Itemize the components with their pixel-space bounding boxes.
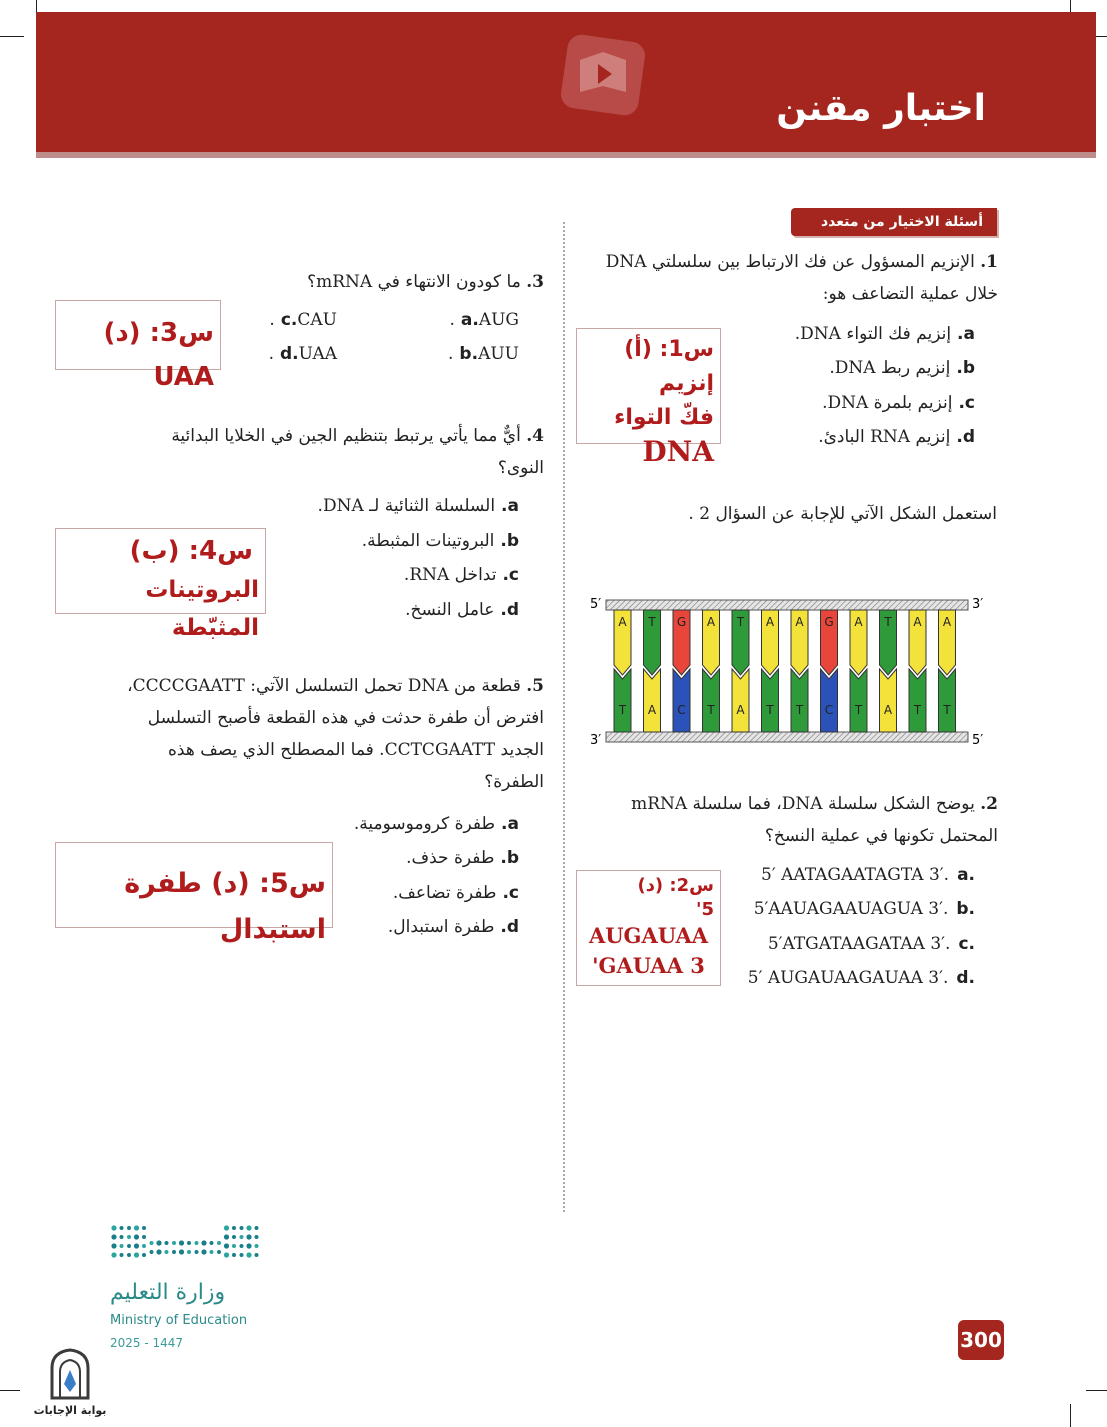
logo-dot (134, 1234, 139, 1239)
logo-dot (134, 1243, 139, 1248)
bottom-base-10 (880, 669, 897, 732)
logo-dot (172, 1250, 176, 1254)
bottom-left-label: 3′ (590, 733, 602, 748)
logo-dot (195, 1241, 199, 1245)
crop-mark (0, 1390, 20, 1391)
logo-dot (232, 1244, 236, 1248)
logo-dot (187, 1250, 191, 1254)
logo-dot (142, 1235, 146, 1239)
bottom-base-7 (791, 669, 808, 732)
logo-dot (224, 1225, 229, 1230)
q2-option-b[interactable]: 5′AAUAGAAUAGUA 3′. b. (753, 899, 975, 919)
logo-dot (165, 1241, 169, 1245)
logo-dot (232, 1235, 236, 1239)
logo-dot (232, 1226, 236, 1230)
bottom-base-label-4: T (707, 703, 715, 717)
q4-option-d[interactable]: d.عامل النسخ. (405, 600, 519, 620)
logo-dot (224, 1252, 229, 1257)
question-text: يوضح الشكل سلسلة DNA، فما سلسلة mRNA المحتمل تكونها في عملية النسخ؟ (631, 794, 998, 846)
ministry-logo-icon (108, 1220, 268, 1280)
mosque-gate-icon (48, 1348, 92, 1400)
question-text: أيٌّ مما يأتي يرتبط بتنظيم الجين في الخلايا البدائية النوى؟ (171, 426, 544, 478)
logo-dot (246, 1252, 251, 1257)
logo-dot (255, 1235, 259, 1239)
book-logo-icon (558, 30, 648, 120)
top-base-label-1: A (618, 615, 627, 629)
top-base-label-10: T (884, 615, 892, 629)
q1-option-d[interactable]: d.إنزيم RNA البادئ. (818, 427, 975, 447)
logo-dot (111, 1243, 116, 1248)
logo-dot (240, 1235, 244, 1239)
logo-dot (127, 1226, 131, 1230)
section-label: أسئلة الاختيار من متعدد (791, 208, 997, 236)
logo-dot (111, 1225, 116, 1230)
q4-option-c[interactable]: c.تداخل RNA. (403, 565, 519, 585)
bottom-base-label-7: T (795, 703, 804, 717)
bottom-base-label-11: T (913, 703, 922, 717)
logo-dot (255, 1226, 259, 1230)
logo-dot (232, 1253, 236, 1257)
logo-dot (111, 1234, 116, 1239)
logo-dot (165, 1250, 169, 1254)
dna-diagram (588, 592, 988, 752)
top-base-label-12: A (942, 615, 952, 629)
page-title: اختبار مقنن (776, 88, 986, 129)
q3-option-d[interactable]: d.UAA. (268, 344, 337, 364)
ministry-name-arabic: وزارة التعليم (110, 1280, 226, 1305)
bottom-base-11 (909, 669, 926, 732)
bottom-base-9 (850, 669, 867, 732)
logo-dot (150, 1250, 154, 1254)
logo-dot (179, 1249, 184, 1254)
bottom-base-8 (821, 669, 838, 732)
top-base-label-4: A (706, 615, 716, 629)
bottom-base-label-3: C (677, 703, 686, 717)
bottom-base-1 (614, 669, 631, 732)
bottom-base-label-9: T (854, 703, 863, 717)
question-5 (120, 670, 544, 798)
ministry-year: 2025 - 1447 (110, 1336, 184, 1350)
logo-dot (142, 1253, 146, 1257)
top-base-label-3: G (676, 615, 687, 629)
q3-answer-box: س3: (د) UAA (55, 300, 221, 370)
logo-dot (127, 1253, 131, 1257)
bottom-base-label-8: C (824, 703, 834, 717)
bottom-base-label-10: A (883, 703, 893, 717)
bottom-backbone (606, 732, 968, 742)
question-number: 5. (526, 676, 544, 696)
logo-dot (111, 1252, 116, 1257)
q4-answer-box: س4: (ب) البروتينات المثبّطة (55, 528, 266, 614)
logo-dot (156, 1240, 161, 1245)
logo-dot (179, 1240, 184, 1245)
logo-dot (224, 1243, 229, 1248)
question-number: 2. (980, 794, 998, 814)
ministry-name-english: Ministry of Education (110, 1313, 248, 1328)
logo-dot (150, 1241, 154, 1245)
bottom-base-label-6: T (766, 703, 774, 717)
question-text: قطعة من DNA تحمل التسلسل الآتي: CCCCGAATT، افترض أن طفرة حدثت في هذه القطعة فأصبح التسلسل الجديد CCTCGAATT. فما المصطلح الذي يصف هذه الطفرة؟ (127, 676, 544, 792)
logo-dot (134, 1225, 139, 1230)
top-base-label-6: A (765, 615, 775, 629)
q3-option-b[interactable]: b.AUU. (448, 344, 519, 364)
bottom-base-label-5: A (736, 703, 745, 717)
logo-dot (134, 1252, 139, 1257)
q1-answer-box: س1: (أ) إنزيم فكّ التواء DNA (576, 328, 721, 444)
site-badge (30, 1348, 110, 1417)
bottom-base-3 (673, 669, 690, 732)
logo-dot (210, 1250, 214, 1254)
bottom-base-label-12: T (943, 703, 951, 717)
question-4 (120, 420, 544, 484)
q5-option-c[interactable]: c.طفرة تضاعف. (392, 883, 519, 903)
logo-dot (240, 1226, 244, 1230)
top-base-label-11: A (913, 615, 922, 629)
column-divider (563, 222, 565, 1212)
top-backbone (606, 600, 968, 610)
logo-dot (120, 1253, 124, 1257)
bottom-base-5 (732, 669, 749, 732)
q2-option-c[interactable]: 5′ATGATAAGATAA 3′. c. (767, 934, 975, 954)
figure-instruction: استعمل الشكل الآتي للإجابة عن السؤال 2 . (688, 504, 997, 524)
page-header (36, 12, 1096, 152)
bottom-base-2 (644, 669, 661, 732)
logo-dot (187, 1241, 191, 1245)
question-text: ما كودون الانتهاء في mRNA؟ (307, 272, 521, 292)
logo-dot (127, 1235, 131, 1239)
bottom-base-12 (939, 669, 956, 732)
q1-option-a[interactable]: a.إنزيم فك التواء DNA. (794, 324, 975, 344)
page-number: 300 (958, 1320, 1004, 1360)
top-base-label-9: A (854, 615, 863, 629)
top-base-label-5: T (736, 615, 745, 629)
logo-dot (246, 1243, 251, 1248)
logo-dot (217, 1241, 221, 1245)
site-name: بوابة الإجابات (33, 1404, 107, 1417)
top-base-label-8: G (824, 615, 834, 629)
logo-dot (195, 1250, 199, 1254)
q3-option-a[interactable]: a.AUG. (449, 310, 519, 330)
logo-dot (255, 1253, 259, 1257)
logo-dot (172, 1241, 176, 1245)
logo-dot (224, 1234, 229, 1239)
crop-mark (1086, 1390, 1107, 1391)
q5-answer-box: س5: (د) طفرة استبدال (55, 842, 333, 928)
logo-dot (255, 1244, 259, 1248)
q1-option-c[interactable]: c.إنزيم بلمرة DNA. (822, 393, 975, 413)
logo-dot (120, 1244, 124, 1248)
top-right-label: 3′ (972, 597, 984, 612)
q5-option-b[interactable]: b.طفرة حذف. (406, 848, 519, 868)
question-1 (590, 246, 998, 310)
question-text: الإنزيم المسؤول عن فك الارتباط بين سلسلتي DNA خلال عملية التضاعف هو: (605, 252, 998, 304)
q4-option-b[interactable]: b.البروتينات المثبطة. (361, 531, 519, 551)
top-base-label-2: T (648, 615, 656, 629)
logo-dot (217, 1250, 221, 1254)
q4-option-a[interactable]: a.السلسلة الثنائية لـ DNA. (317, 496, 519, 516)
logo-dot (246, 1234, 251, 1239)
logo-dot (120, 1235, 124, 1239)
question-number: 1. (980, 252, 998, 272)
logo-dot (210, 1241, 214, 1245)
bottom-base-label-2: A (647, 703, 657, 717)
logo-dot (142, 1226, 146, 1230)
logo-dot (142, 1244, 146, 1248)
question-3 (120, 266, 544, 298)
logo-dot (201, 1249, 206, 1254)
logo-dot (120, 1226, 124, 1230)
q3-option-c[interactable]: c.CAU. (269, 310, 337, 330)
logo-dot (240, 1244, 244, 1248)
top-base-label-7: A (795, 615, 804, 629)
top-left-label: 5′ (590, 597, 602, 612)
q2-option-d[interactable]: 5′ AUGAUAAGAUAA 3′. d. (747, 968, 975, 988)
bottom-base-6 (762, 669, 779, 732)
question-2 (590, 788, 998, 852)
question-number: 3. (526, 272, 544, 292)
logo-dot (156, 1249, 161, 1254)
q2-option-a[interactable]: 5′ AATAGAATAGTA 3′. a. (761, 865, 975, 885)
logo-dot (240, 1253, 244, 1257)
bottom-base-4 (703, 669, 720, 732)
q1-option-b[interactable]: b.إنزيم ربط DNA. (829, 358, 975, 378)
logo-dot (201, 1240, 206, 1245)
logo-dot (127, 1244, 131, 1248)
crop-mark (0, 36, 24, 37)
bottom-right-label: 5′ (972, 733, 984, 748)
bottom-base-label-1: T (618, 703, 627, 717)
crop-mark (1070, 1404, 1071, 1427)
question-number: 4. (526, 426, 544, 446)
logo-dot (246, 1225, 251, 1230)
q5-option-d[interactable]: d.طفرة استبدال. (387, 917, 519, 937)
q2-answer-box: س2: (د) 5' AUGAUAA GAUAA 3' (576, 870, 721, 986)
q5-option-a[interactable]: a.طفرة كروموسومية. (353, 814, 519, 834)
